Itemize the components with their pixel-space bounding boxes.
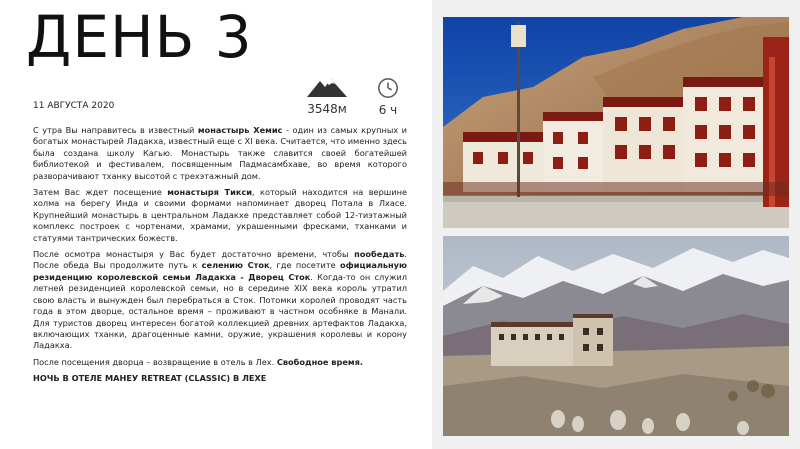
text-run: После посещения дворца – возвращение в отель в Лех. [33,356,277,367]
text-run: . После обеда Вы продолжите путь к [33,249,407,271]
bold-text: селению Сток [201,260,270,271]
text-run: , который находится на вершине холма на берегу Инда и своими формами напоминает дворец Потала в Лхасе. Крупнейший монастырь в центральном Ладакхе представляет собой 12-тиэтажный комплекс построек с чортенами, храмами, украшенными фресками, тханками и статуями тантрических божеств. [33,187,407,243]
page-title: ДЕНЬ 3 [26,3,253,71]
hemis-monastery-photo [443,17,789,228]
bold-text: монастыря Тикси [167,187,252,198]
text-run: После осмотра монастыря у Вас будет достаточно времени, чтобы [33,249,355,260]
clock-icon [376,84,400,103]
paragraph [33,373,407,384]
text-run: . Когда-то он служил летней резиденцией королевской семьи, но в середине XIX века король утратил свою власть и вынужден был перебраться в Сток. Потомки королей проводят часть года в этом дворце, остальное время – проживают в частном особняке в Манали. Для туристов дворец интересен богатой коллекцией древних артефактов Ладакха, включающих тханки, драгоценные камни, оружие, украшения королевы и корону Ладакха. [33,271,407,351]
text-run: , где посетите [269,260,341,271]
bold-text: НОЧЬ В ОТЕЛЕ МАНЕУ RETREAT (CLASSIC) В ЛЕХЕ [33,373,267,384]
bold-text: официальную резиденцию королевской семьи Ладакха - Дворец Сток [33,260,407,282]
itinerary-text [33,125,407,390]
paragraph [33,249,407,352]
stok-palace-photo [443,236,789,436]
altitude-stat [302,76,352,116]
paragraph [33,187,407,244]
bold-text: Свободное время. [276,356,363,367]
paragraph [33,357,407,368]
text-run: - один из самых крупных и богатых монастырей Ладакха, известный еще с XI века. Считается, что именно здесь была создана школу Кагью. Монастырь также славится своей богатейшей библиотекой и фестивалем, посвященным Падмасамбхаве, во время которого разворачивают тханку высотой с трехэтажный дом. [33,125,408,181]
paragraph [33,125,407,182]
duration-stat [370,77,406,117]
bold-text: пообедать [354,249,405,260]
text-run: С утра Вы направитесь в известный [33,125,198,135]
date-label: 11 АВГУСТА 2020 [33,101,115,111]
mountain-icon [307,83,347,102]
photo-panel [432,0,800,449]
duration-value: 6 ч [378,103,398,117]
text-run: Затем Вас ждет посещение [33,187,168,198]
altitude-value: 3548м [307,102,347,116]
bold-text: монастырь Хемис [197,125,283,135]
